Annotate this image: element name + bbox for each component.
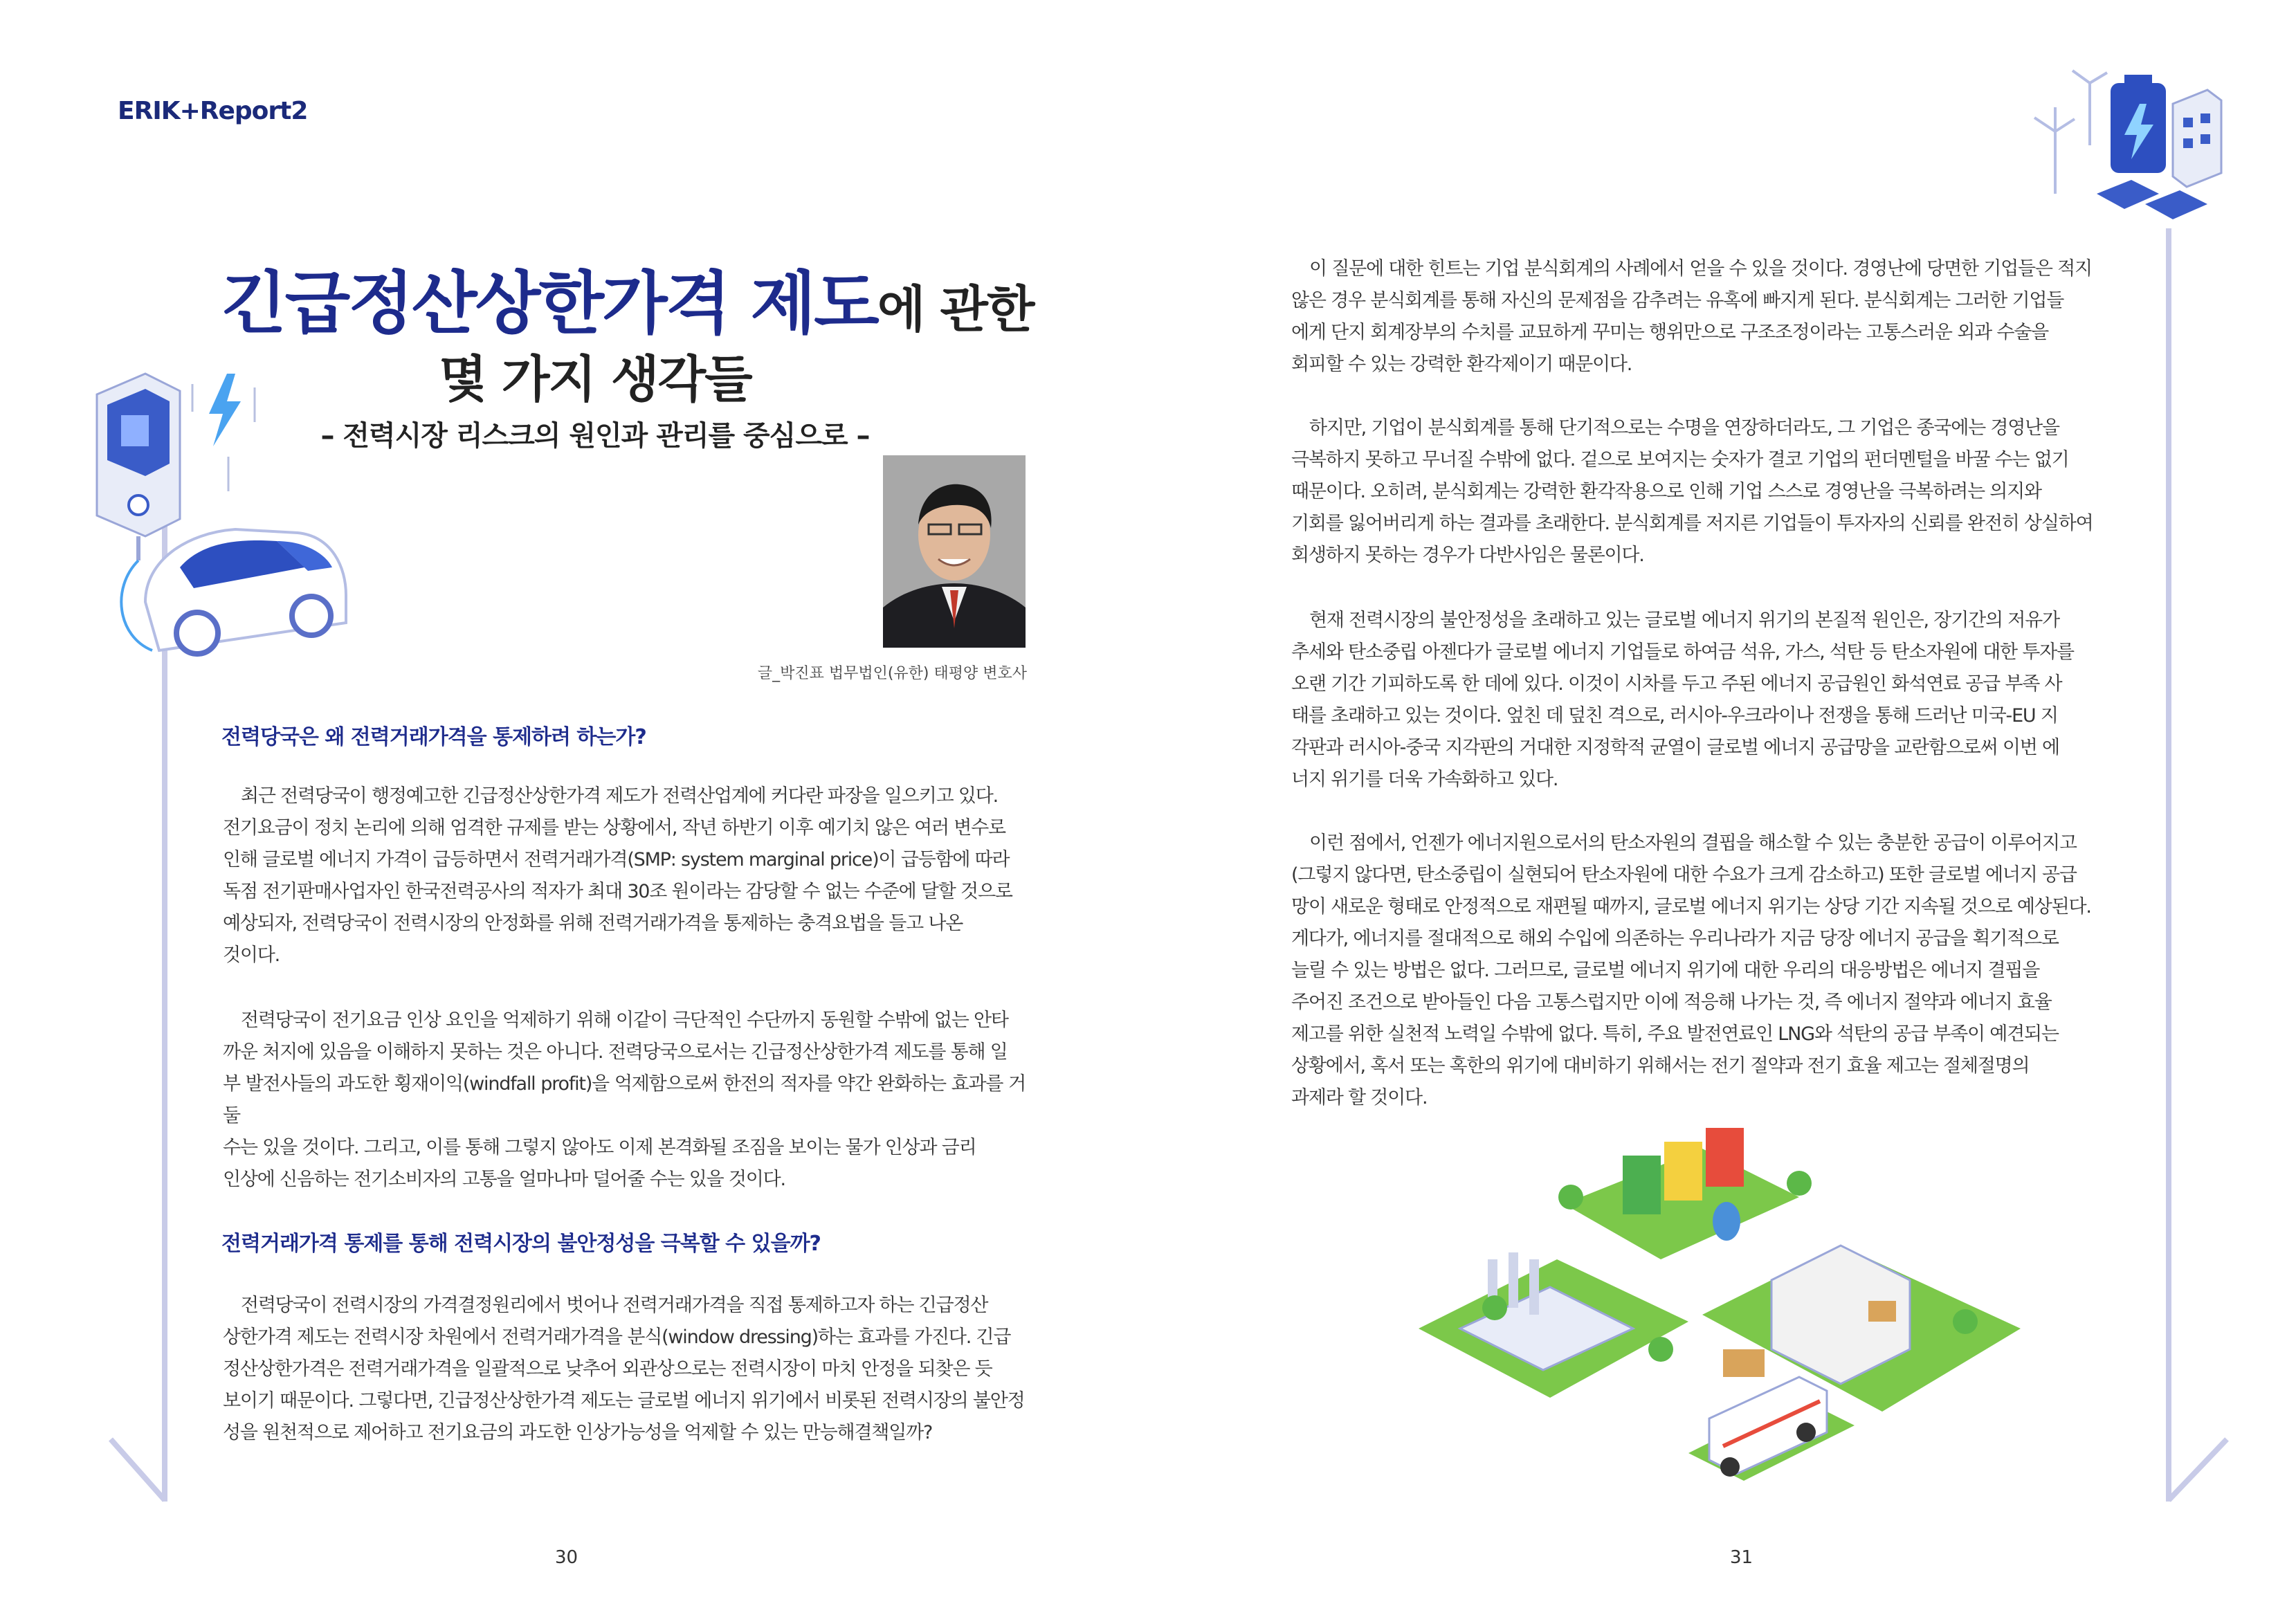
- text-line: 것이다.: [223, 945, 280, 966]
- text-line: 현재 전력시장의 불안정성을 초래하고 있는 글로벌 에너지 위기의 본질적 원인은, 장기간의 저유가: [1309, 610, 2059, 631]
- text-line: 극복하지 못하고 무너질 수밖에 없다. 겉으로 보여지는 숫자가 결코 기업의 펀더멘털을 바꿀 수는 없기: [1291, 449, 2069, 471]
- article-title-line1: [221, 249, 1034, 347]
- text-line: 늘릴 수 있는 방법은 없다. 그러므로, 글로벌 에너지 위기에 대한 우리의 대응방법은 에너지 결핍을: [1291, 960, 2040, 981]
- left-paragraph-2: [223, 1005, 1026, 1196]
- text-line: 부 발전사들의 과도한 횡재이익(windfall profit)을 억제함으로써 한전의 적자를 약간 완화하는 효과를 거둘: [223, 1073, 1026, 1126]
- text-line: 과제라 할 것이다.: [1291, 1087, 1428, 1108]
- factory-icon: [1419, 1252, 1688, 1398]
- text-line: 때문이다. 오히려, 분식회계는 강력한 환각작용으로 인해 기업 스스로 경영난을 극복하려는 의지와: [1291, 481, 2041, 502]
- text-line: 태를 초래하고 있는 것이다. 엎친 데 덮친 격으로, 러시아-우크라이나 전쟁을 통해 드러난 미국-EU 지: [1291, 705, 2058, 727]
- text-line: 까운 처지에 있음을 이해하지 못하는 것은 아니다. 전력당국으로서는 긴급정산상한가격 제도를 통해 일: [223, 1041, 1008, 1063]
- left-paragraph-3: [223, 1290, 1026, 1449]
- recycling-bins-icon: [1564, 1128, 1799, 1259]
- building-icon: [2173, 90, 2221, 187]
- text-line: 오랜 기간 기피하도록 한 데에 있다. 이것이 시차를 두고 주된 에너지 공급원인 화석연료 공급 부족 사: [1291, 673, 2062, 695]
- author-byline: 글_박진표 법무법인(유한) 태평양 변호사: [757, 665, 1027, 682]
- text-line: 성을 원천적으로 제어하고 전기요금의 과도한 인상가능성을 억제할 수 있는 만능해결책일까?: [223, 1422, 933, 1443]
- renewable-energy-illustration: [2021, 55, 2228, 235]
- right-paragraph-2: [1291, 412, 2094, 572]
- left-paragraph-1: [223, 781, 1026, 971]
- text-line: 인상에 신음하는 전기소비자의 고통을 얼마나마 덜어줄 수는 있을 것이다.: [223, 1169, 785, 1190]
- charging-station-icon: [97, 374, 180, 560]
- text-line: 너지 위기를 더욱 가속화하고 있다.: [1291, 769, 1558, 790]
- text-line: 전기요금이 정치 논리에 의해 엄격한 규제를 받는 상황에서, 작년 하반기 이후 예기치 않은 여러 변수로: [223, 817, 1005, 839]
- right-paragraph-3: [1291, 605, 2094, 796]
- left-decor-hook: [104, 1425, 187, 1508]
- text-line: 이런 점에서, 언젠가 에너지원으로서의 탄소자원의 결핍을 해소할 수 있는 충분한 공급이 이루어지고: [1309, 832, 2077, 854]
- text-line: 회생하지 못하는 경우가 다반사임은 물론이다.: [1291, 545, 1644, 566]
- text-line: 않은 경우 분식회계를 통해 자신의 문제점을 감추려는 유혹에 빠지게 된다. 분식회계는 그러한 기업들: [1291, 290, 2064, 311]
- text-line: 기회를 잃어버리게 하는 결과를 초래한다. 분식회계를 저지른 기업들이 투자자의 신뢰를 완전히 상실하여: [1291, 513, 2093, 534]
- text-line: 수는 있을 것이다. 그리고, 이를 통해 그렇지 않아도 이제 본격화될 조짐을 보이는 물가 인상과 금리: [223, 1137, 976, 1158]
- text-line: 독점 전기판매사업자인 한국전력공사의 적자가 최대 30조 원이라는 감당할 수 없는 수준에 달할 것으로: [223, 881, 1012, 902]
- text-line: 각판과 러시아-중국 지각판의 거대한 지정학적 균열이 글로벌 에너지 공급망을 교란함으로써 이번 에: [1291, 737, 2059, 758]
- title-main: 긴급정산상한가격 제도: [221, 264, 877, 343]
- supply-chain-illustration: [1412, 1121, 2034, 1508]
- text-line: 에게 단지 회계장부의 수치를 교묘하게 꾸미는 행위만으로 구조조정이라는 고통스러운 외과 수술을: [1291, 322, 2048, 343]
- battery-icon: [2111, 75, 2166, 173]
- text-line: 보이기 때문이다. 그렇다면, 긴급정산상한가격 제도는 글로벌 에너지 위기에서 비롯된 전력시장의 불안정: [223, 1390, 1025, 1412]
- right-decor-hook: [2152, 1425, 2235, 1508]
- section-heading-2: 전력거래가격 통제를 통해 전력시장의 불안정성을 극복할 수 있을까?: [221, 1232, 821, 1256]
- text-line: 하지만, 기업이 분식회계를 통해 단기적으로는 수명을 연장하더라도, 그 기업은 종국에는 경영난을: [1309, 417, 2059, 439]
- text-line: 추세와 탄소중립 아젠다가 글로벌 에너지 기업들로 하여금 석유, 가스, 석탄 등 탄소자원에 대한 투자를: [1291, 641, 2074, 663]
- text-line: 제고를 위한 실천적 노력일 수밖에 없다. 특히, 주요 발전연료인 LNG와 석탄의 공급 부족이 예견되는: [1291, 1023, 2059, 1045]
- right-decor-line: [2166, 228, 2171, 1502]
- section-heading-1: 전력당국은 왜 전력거래가격을 통제하려 하는가?: [221, 725, 646, 749]
- title-suffix: 에 관한: [877, 280, 1034, 338]
- author-photo: [883, 455, 1026, 648]
- text-line: 최근 전력당국이 행정예고한 긴급정산상한가격 제도가 전력산업계에 커다란 파장을 일으키고 있다.: [241, 785, 998, 807]
- text-line: (그렇지 않다면, 탄소중립이 실현되어 탄소자원에 대한 수요가 크게 감소하고) 또한 글로벌 에너지 공급: [1291, 864, 2077, 886]
- text-line: 이 질문에 대한 힌트는 기업 분식회계의 사례에서 얻을 수 있을 것이다. 경영난에 당면한 기업들은 적지: [1309, 258, 2092, 280]
- article-title-line2: 몇 가지 생각들: [439, 350, 751, 408]
- electric-car-icon: [121, 529, 346, 654]
- text-line: 상한가격 제도는 전력시장 차원에서 전력거래가격을 분식(window dressing)하는 효과를 가진다. 긴급: [223, 1326, 1011, 1348]
- page-number-right: 31: [1730, 1547, 1753, 1568]
- text-line: 주어진 조건으로 받아들인 다음 고통스럽지만 이에 적응해 나가는 것, 즉 에너지 절약과 에너지 효율: [1291, 992, 2052, 1013]
- article-subtitle: – 전력시장 리스크의 원인과 관리를 중심으로 –: [320, 420, 870, 452]
- delivery-truck-icon: [1688, 1377, 1855, 1481]
- author-portrait-icon: [883, 455, 1026, 648]
- text-line: 인해 글로벌 에너지 가격이 급등하면서 전력거래가격(SMP: system marginal price)이 급등함에 따라: [223, 849, 1010, 870]
- text-line: 망이 새로운 형태로 안정적으로 재편될 때까지, 글로벌 에너지 위기는 상당 기간 지속될 것으로 예상된다.: [1291, 896, 2091, 918]
- right-paragraph-4: [1291, 828, 2094, 1114]
- text-line: 전력당국이 전력시장의 가격결정원리에서 벗어나 전력거래가격을 직접 통제하고자 하는 긴급정산: [241, 1295, 988, 1316]
- wind-turbine-icon: [2034, 71, 2107, 194]
- text-line: 정산상한가격은 전력거래가격을 일괄적으로 낮추어 외관상으로는 전력시장이 마치 안정을 되찾은 듯: [223, 1358, 992, 1380]
- series-label: ERIK+Report2: [118, 97, 308, 125]
- text-line: 상황에서, 혹서 또는 혹한의 위기에 대비하기 위해서는 전기 절약과 전기 효율 제고는 절체절명의: [1291, 1055, 2030, 1077]
- text-line: 게다가, 에너지를 절대적으로 해외 수입에 의존하는 우리나라가 지금 당장 에너지 공급을 획기적으로: [1291, 928, 2059, 949]
- text-line: 전력당국이 전기요금 인상 요인을 억제하기 위해 이같이 극단적인 수단까지 동원할 수밖에 없는 안타: [241, 1010, 1008, 1031]
- page-number-left: 30: [555, 1547, 578, 1568]
- right-paragraph-1: [1291, 253, 2094, 381]
- text-line: 예상되자, 전력당국이 전력시장의 안정화를 위해 전력거래가격을 통제하는 충격요법을 들고 나온: [223, 913, 963, 934]
- text-line: 회피할 수 있는 강력한 환각제이기 때문이다.: [1291, 354, 1632, 375]
